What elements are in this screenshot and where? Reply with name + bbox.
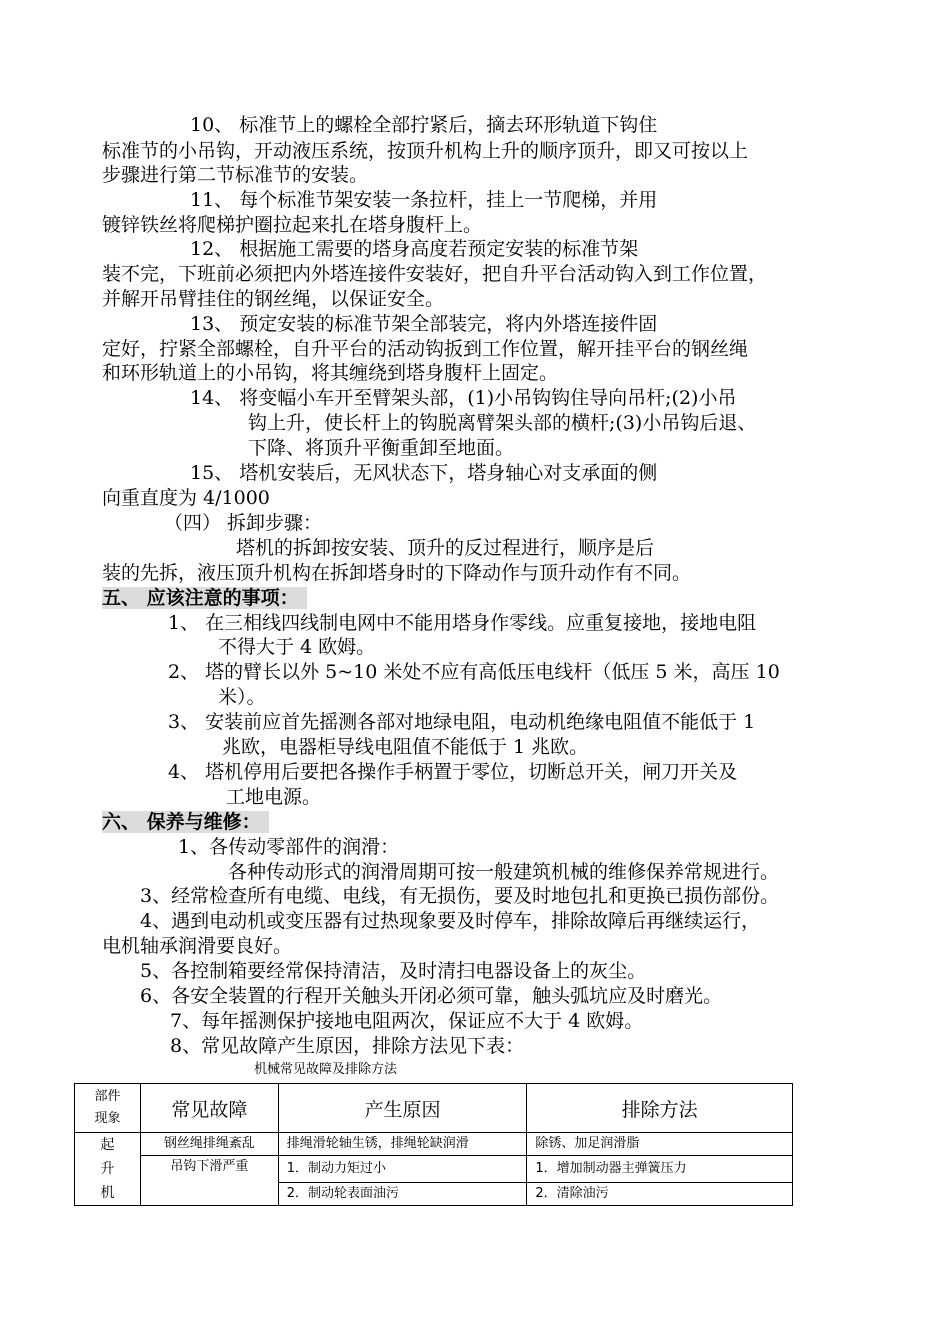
header-cause: 产生原因 [278,1084,527,1133]
text-line: 和环形轨道上的小吊钩，将其缠绕到塔身腹杆上固定。 [102,362,559,384]
text-line: 8、常见故障产生原因，排除方法见下表： [170,1035,525,1057]
text-line: 米）。 [218,686,266,708]
text-line: 各种传动形式的润滑周期可按一般建筑机械的维修保养常规进行。 [228,861,780,883]
remedy-cell: 除锈、加足润滑脂 [527,1133,793,1156]
section-heading: 六、 保养与维修： [102,810,269,834]
fault-cell: 钢丝绳排绳紊乱 [140,1133,278,1156]
text-line: 工地电源。 [226,786,322,808]
text-line: 下降、将顶升平衡重卸至地面。 [248,437,515,459]
text-line: 电机轴承润滑要良好。 [102,935,293,957]
table-row [75,1156,793,1183]
text-line: 兆欧，电器柜导线电阻值不能低于 1 兆欧。 [222,736,589,758]
cause-cell: 排绳滑轮轴生锈，排绳轮缺润滑 [278,1133,527,1156]
text-line: 步骤进行第二节标准节的安装。 [102,164,369,186]
text-line: 1、 在三相线四线制电网中不能用塔身作零线。应重复接地，接地电阻 [168,612,757,634]
text-line: 4、遇到电动机或变压器有过热现象要及时停车，排除故障后再继续运行， [140,910,761,932]
text-line: 装不完，下班前必须把内外塔连接件安装好，把自升平台活动钩入到工作位置， [102,263,768,285]
text-line: 2、 塔的臂长以外 5~10 米处不应有高低压电线杆（低压 5 米，高压 10 [168,661,780,683]
text-line: 1、各传动零部件的润滑： [178,836,400,858]
remedy-cell: 2．清除油污 [527,1183,793,1206]
fault-table [74,1083,793,1206]
remedy-cell: 1．增加制动器主弹簧压力 [527,1156,793,1183]
text-line: 12、 根据施工需要的塔身高度若预定安装的标准节架 [190,238,639,260]
cause-cell: 1．制动力矩过小 [278,1156,527,1183]
section-heading: 五、 应该注意的事项： [102,586,307,610]
header-part-line: 现象 [94,1111,121,1126]
table-row [75,1133,793,1156]
text-line: 向重直度为 4/1000 [102,487,270,509]
fault-cell: 吊钩下滑严重 [140,1156,278,1206]
text-line: 4、 塔机停用后要把各操作手柄置于零位，切断总开关，闸刀开关及 [168,761,738,783]
text-line: 11、 每个标准节架安装一条拉杆，挂上一节爬梯，并用 [190,189,658,211]
part-name-char: 机 [100,1185,115,1201]
subheading: （四） 拆卸步骤： [164,512,323,534]
header-part-line: 部件 [94,1089,121,1104]
text-line: 钩上升，使长杆上的钩脱离臂架头部的横杆;(3)小吊钩后退、 [248,412,757,434]
text-line: 5、各控制箱要经常保持清洁，及时清扫电器设备上的灰尘。 [140,960,647,982]
text-line: 并解开吊臂挂住的钢丝绳，以保证安全。 [102,288,445,310]
text-line: 装的先拆，液压顶升机构在拆卸塔身时的下降动作与顶升动作有不同。 [102,562,692,584]
text-line: 3、经常检查所有电缆、电线，有无损伤，要及时地包扎和更换已损伤部份。 [140,885,780,907]
text-line: 15、 塔机安装后，无风状态下，塔身轴心对支承面的侧 [190,462,658,484]
part-name-char: 升 [100,1161,115,1177]
header-remedy: 排除方法 [527,1084,793,1133]
text-line: 3、 安装前应首先摇测各部对地绿电阻，电动机绝缘电阻值不能低于 1 [168,711,756,733]
table-header-row [75,1084,793,1133]
text-line: 标准节的小吊钩，开动液压系统，按顶升机构上升的顺序顶升，即又可按以上 [102,140,749,162]
text-line: 13、 预定安装的标准节架全部装完，将内外塔连接件固 [190,313,658,335]
part-name-char: 起 [100,1137,115,1153]
text-line: 不得大于 4 欧姆。 [218,636,376,658]
header-fault: 常见故障 [140,1084,278,1133]
text-line: 镀锌铁丝将爬梯护圈拉起来扎在塔身腹杆上。 [102,214,483,236]
part-name-cell [75,1133,141,1206]
text-line: 塔机的拆卸按安装、顶升的反过程进行，顺序是后 [236,537,655,559]
text-line: 7、每年摇测保护接地电阻两次，保证应不大于 4 欧姆。 [170,1010,644,1032]
cause-cell: 2．制动轮表面油污 [278,1183,527,1206]
header-part [75,1084,141,1133]
text-line: 14、 将变幅小车开至臂架头部，(1)小吊钩钩住导向吊杆;(2)小吊 [190,387,737,409]
table-caption: 机械常见故障及排除方法 [254,1062,398,1077]
text-line: 10、 标准节上的螺栓全部拧紧后，摘去环形轨道下钩住 [190,114,658,136]
text-line: 6、各安全装置的行程开关触头开闭必须可靠，触头弧坑应及时磨光。 [140,985,723,1007]
text-line: 定好，拧紧全部螺栓，自升平台的活动钩扳到工作位置，解开挂平台的钢丝绳 [102,338,749,360]
